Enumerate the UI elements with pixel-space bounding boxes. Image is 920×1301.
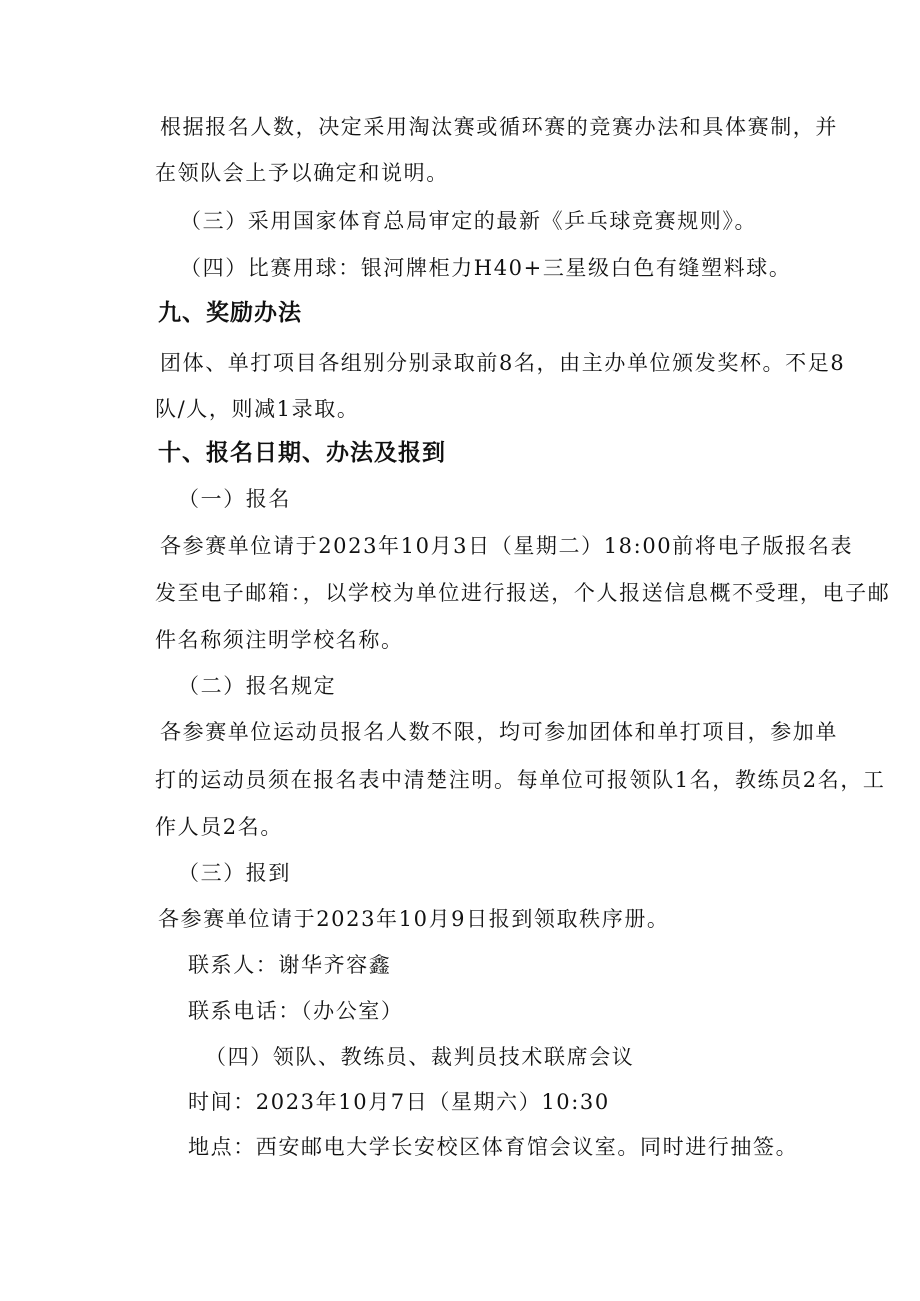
paragraph-registration-line-1: 各参赛单位请于2023年10月3日（星期二）18:00前将电子版报名表 xyxy=(160,534,854,558)
contact-phone: 联系电话：（办公室） xyxy=(188,999,404,1023)
contact-person: 联系人：谢华齐容鑫 xyxy=(188,953,392,977)
paragraph-registration-line-3: 件名称须注明学校名称。 xyxy=(155,628,404,652)
paragraph-registration-rules-line-1: 各参赛单位运动员报名人数不限，均可参加团体和单打项目，参加单 xyxy=(160,720,838,744)
paragraph-competition-format-line-1: 根据报名人数，决定采用淘汰赛或循环赛的竞赛办法和具体赛制，并 xyxy=(160,115,838,139)
meeting-place: 地点：西安邮电大学长安校区体育馆会议室。同时进行抽签。 xyxy=(188,1135,799,1159)
meeting-time: 时间：2023年10月7日（星期六）10:30 xyxy=(188,1090,610,1114)
paragraph-awards-line-2: 队/人，则减1录取。 xyxy=(155,397,360,421)
subheading-registration-rules: （二）报名规定 xyxy=(178,674,337,698)
paragraph-competition-format-line-2: 在领队会上予以确定和说明。 xyxy=(155,161,449,185)
paragraph-match-ball: （四）比赛用球：银河牌柜力H40+三星级白色有缝塑料球。 xyxy=(180,256,792,280)
paragraph-registration-line-2: 发至电子邮箱：，以学校为单位进行报送，个人报送信息概不受理，电子邮 xyxy=(155,581,891,605)
subheading-registration: （一）报名 xyxy=(178,487,291,511)
heading-awards: 九、奖励办法 xyxy=(158,300,302,326)
subheading-technical-meeting: （四）领队、教练员、裁判员技术联席会议 xyxy=(205,1045,635,1069)
paragraph-awards-line-1: 团体、单打项目各组别分别录取前8名，由主办单位颁发奖杯。不足8 xyxy=(160,351,846,375)
paragraph-registration-rules-line-2: 打的运动员须在报名表中清楚注明。每单位可报领队1名，教练员2名，工 xyxy=(155,768,886,792)
subheading-check-in: （三）报到 xyxy=(178,861,291,885)
paragraph-registration-rules-line-3: 作人员2名。 xyxy=(155,815,283,839)
heading-registration: 十、报名日期、办法及报到 xyxy=(158,440,446,466)
paragraph-check-in: 各参赛单位请于2023年10月9日报到领取秩序册。 xyxy=(158,907,670,931)
paragraph-rules: （三）采用国家体育总局审定的最新《乒乓球竞赛规则》。 xyxy=(180,209,758,233)
